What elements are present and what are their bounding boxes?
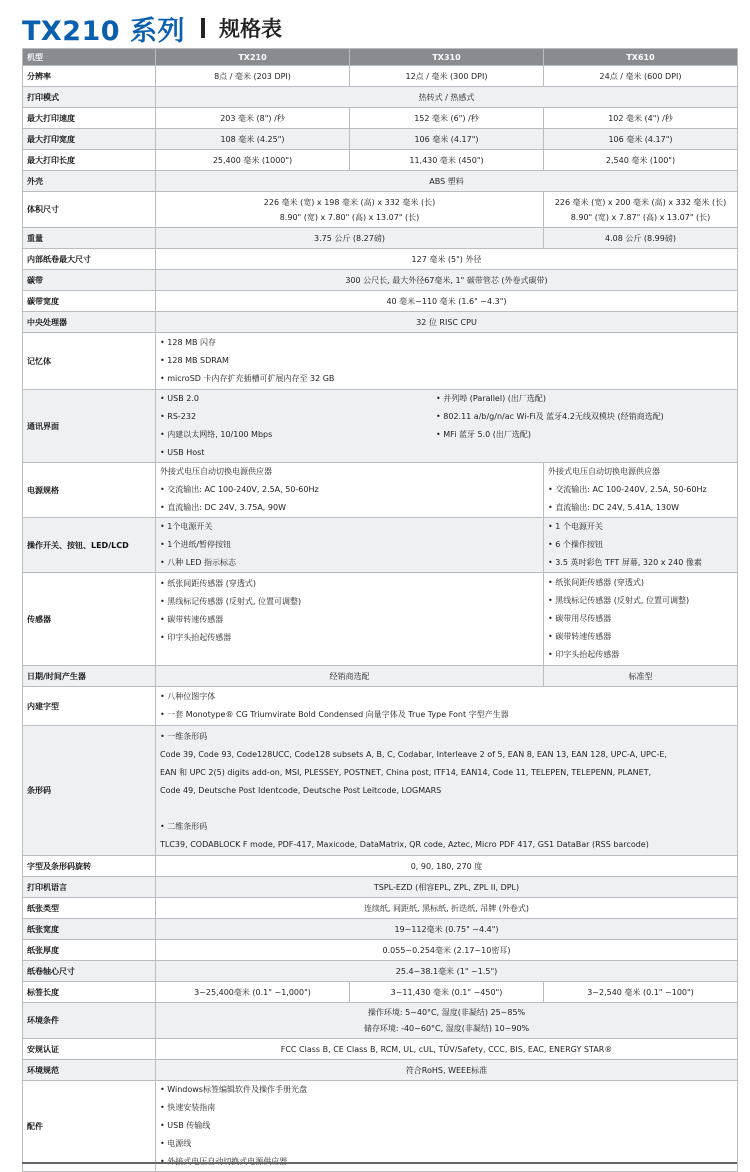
list-item: • microSD 卡内存扩充插槽可扩展内存至 32 GB <box>160 370 733 388</box>
storage-env: 储存环境: -40~60°C, 湿度(非凝结) 10~90% <box>363 1023 530 1033</box>
list-item: • 一套 Monotype® CG Triumvirate Bold Condensed 向量字体及 True Type Font 字型产生器 <box>160 706 733 724</box>
row-label: 通讯界面 <box>23 390 156 463</box>
row-label: 碳带宽度 <box>23 291 156 312</box>
cell-tx610: 2,540 毫米 (100") <box>544 150 738 171</box>
list-item: • 3.5 英吋彩色 TFT 屏幕, 320 x 240 像素 <box>548 554 733 572</box>
cell-value: 32 位 RISC CPU <box>156 312 738 333</box>
list-item: • 纸张间距传感器 (穿透式) <box>160 575 539 593</box>
cell-tx610: 4.08 公斤 (8.99磅) <box>544 228 738 249</box>
row-label: 中央处理器 <box>23 312 156 333</box>
cell-tx610 <box>544 573 738 666</box>
spec-table <box>22 48 738 1172</box>
row-cpu <box>23 312 738 333</box>
cell-tx210: 8点 / 毫米 (203 DPI) <box>156 66 350 87</box>
row-label: 重量 <box>23 228 156 249</box>
interface-left-list <box>160 390 436 462</box>
row-label: 外壳 <box>23 171 156 192</box>
cell-tx610 <box>544 518 738 573</box>
row-dimensions <box>23 192 738 228</box>
title-divider <box>201 18 205 38</box>
row-print-mode <box>23 87 738 108</box>
spec-sheet-subtitle: 规格表 <box>219 17 282 41</box>
list-item: TLC39, CODABLOCK F mode, PDF-417, Maxicode, DataMatrix, QR code, Aztec, Micro PDF 417, GS1 DataBar (RSS barcode) <box>160 839 649 849</box>
row-weight <box>23 228 738 249</box>
list-item: • 交流输出: AC 100-240V, 2.5A, 50-60Hz <box>548 485 707 494</box>
cell-value: 0.055~0.254毫米 (2.17~10密耳) <box>156 940 738 961</box>
row-memory <box>23 333 738 390</box>
row-label: 纸卷轴心尺寸 <box>23 961 156 982</box>
cell-value <box>156 687 738 726</box>
row-certifications <box>23 1039 738 1060</box>
row-label: 最大打印宽度 <box>23 129 156 150</box>
barcode-2d-title: • 二维条形码 <box>160 818 733 836</box>
row-label: 配件 <box>23 1081 156 1172</box>
list-item: • 128 MB SDRAM <box>160 352 733 370</box>
interface-right-list <box>436 390 664 462</box>
row-ribbon <box>23 270 738 291</box>
row-env-spec <box>23 1060 738 1081</box>
cell-value: 0, 90, 180, 270 度 <box>156 856 738 877</box>
row-label: 碳带 <box>23 270 156 291</box>
dimensions-imperial: 8.90" (宽) x 7.80" (高) x 13.07" (长) <box>279 212 420 222</box>
row-label: 内部纸卷最大尺寸 <box>23 249 156 270</box>
list-item: • 碳带转速传感器 <box>548 628 733 646</box>
cell-tx210-tx310 <box>156 192 544 228</box>
list-item: 外接式电压自动切换电源供应器 <box>160 467 272 476</box>
row-interface <box>23 390 738 463</box>
row-resolution <box>23 66 738 87</box>
list-item: • 八种 LED 指示标志 <box>160 554 539 572</box>
list-item: • 黑线标记传感器 (反射式, 位置可调整) <box>548 592 733 610</box>
list-item: • 直流输出: DC 24V, 3.75A, 90W <box>160 503 286 512</box>
cell-tx610: 106 毫米 (4.17") <box>544 129 738 150</box>
cell-tx310: 152 毫米 (6") /秒 <box>350 108 544 129</box>
row-roll-size <box>23 249 738 270</box>
cell-value: 40 毫米~110 毫米 (1.6" ~4.3") <box>156 291 738 312</box>
list-item: • 1 个电源开关 <box>548 518 733 536</box>
cell-value: 127 毫米 (5") 外径 <box>156 249 738 270</box>
cell-value: 19~112毫米 (0.75" ~4.4") <box>156 919 738 940</box>
cell-tx210-tx310: 经销商选配 <box>156 666 544 687</box>
list-item: • 八种位图字体 <box>160 688 733 706</box>
cell-tx210: 3~25,400毫米 (0.1" ~1,000") <box>156 982 350 1003</box>
list-item: • 印字头抬起传感器 <box>160 629 539 647</box>
row-label: 最大打印速度 <box>23 108 156 129</box>
list-item: • 交流输出: AC 100-240V, 2.5A, 50-60Hz <box>160 485 319 494</box>
row-environment <box>23 1003 738 1039</box>
list-item: Code 39, Code 93, Code128UCC, Code128 subsets A, B, C, Codabar, Interleave 2 of 5, EAN 8, EAN 13, EAN 128, UPC-A, UPC-E, <box>160 749 667 759</box>
cell-value <box>156 390 738 463</box>
barcode-1d-title: • 一维条形码 <box>160 728 733 746</box>
row-media-width <box>23 919 738 940</box>
row-barcodes <box>23 726 738 856</box>
row-label: 字型及条形码旋转 <box>23 856 156 877</box>
list-item: • 电源线 <box>160 1135 733 1153</box>
cell-value: FCC Class B, CE Class B, RCM, UL, cUL, TÜV/Safety, CCC, BIS, EAC, ENERGY STAR® <box>156 1039 738 1060</box>
cell-value <box>156 1003 738 1039</box>
header-tx310: TX310 <box>350 49 544 66</box>
row-label: 电源规格 <box>23 463 156 518</box>
cell-value <box>156 726 738 856</box>
cell-value: 300 公尺长, 最大外径67毫米, 1" 碳带管芯 (外卷式碳带) <box>156 270 738 291</box>
list-item: • 802.11 a/b/g/n/ac Wi-Fi及 蓝牙4.2无线双模块 (经销商选配) <box>436 408 664 426</box>
list-item: • 128 MB 闪存 <box>160 334 733 352</box>
cell-tx310: 3~11,430 毫米 (0.1" ~450") <box>350 982 544 1003</box>
row-core-size <box>23 961 738 982</box>
row-ribbon-width <box>23 291 738 312</box>
row-print-width <box>23 129 738 150</box>
row-accessories <box>23 1081 738 1172</box>
cell-value: 符合RoHS, WEEE标准 <box>156 1060 738 1081</box>
row-label: 最大打印长度 <box>23 150 156 171</box>
list-item: • 并列埠 (Parallel) (出厂选配) <box>436 390 664 408</box>
bottom-divider <box>22 1162 737 1164</box>
row-power <box>23 463 738 518</box>
row-label: 纸张厚度 <box>23 940 156 961</box>
header-label: 机型 <box>23 49 156 66</box>
row-print-length <box>23 150 738 171</box>
list-item: • 1个电源开关 <box>160 518 539 536</box>
list-item: • 快速安装指南 <box>160 1099 733 1117</box>
cell-tx610: 3~2,540 毫米 (0.1" ~100") <box>544 982 738 1003</box>
cell-value <box>156 1081 738 1172</box>
header-tx210: TX210 <box>156 49 350 66</box>
row-media-type <box>23 898 738 919</box>
list-item: • 内建以太网络, 10/100 Mbps <box>160 426 436 444</box>
table-header-row <box>23 49 738 66</box>
row-rotation <box>23 856 738 877</box>
cell-tx610: 24点 / 毫米 (600 DPI) <box>544 66 738 87</box>
list-item: • 印字头抬起传感器 <box>548 646 733 664</box>
row-label: 打印模式 <box>23 87 156 108</box>
cell-value: ABS 塑料 <box>156 171 738 192</box>
cell-tx610 <box>544 463 738 518</box>
row-housing <box>23 171 738 192</box>
list-item: • USB 2.0 <box>160 390 436 408</box>
row-label: 分辨率 <box>23 66 156 87</box>
row-label: 传感器 <box>23 573 156 666</box>
row-label: 体积尺寸 <box>23 192 156 228</box>
row-label: 条形码 <box>23 726 156 856</box>
list-item: Code 49, Deutsche Post Identcode, Deutsche Post Leitcode, LOGMARS <box>160 785 442 795</box>
list-item: • RS-232 <box>160 408 436 426</box>
list-item: 外接式电压自动切换电源供应器 <box>548 467 660 476</box>
list-item: • 碳带转速传感器 <box>160 611 539 629</box>
cell-tx310: 11,430 毫米 (450") <box>350 150 544 171</box>
cell-value: 热转式 / 热感式 <box>156 87 738 108</box>
list-item: • 直流输出: DC 24V, 5.41A, 130W <box>548 503 680 512</box>
cell-tx210-tx310 <box>156 518 544 573</box>
row-label: 操作开关、按钮、LED/LCD <box>23 518 156 573</box>
dimensions-metric: 226 毫米 (宽) x 198 毫米 (高) x 332 毫米 (长) <box>263 197 436 207</box>
dimensions-imperial: 8.90" (宽) x 7.87" (高) x 13.07" (长) <box>570 212 711 222</box>
list-item: • 碳带用尽传感器 <box>548 610 733 628</box>
cell-value: TSPL-EZD (相容EPL, ZPL, ZPL II, DPL) <box>156 877 738 898</box>
row-label: 纸张类型 <box>23 898 156 919</box>
list-item: • USB 传输线 <box>160 1117 733 1135</box>
row-label: 内建字型 <box>23 687 156 726</box>
cell-tx610 <box>544 192 738 228</box>
list-item: • 1个进纸/暂停按钮 <box>160 536 539 554</box>
row-label-length <box>23 982 738 1003</box>
spacer <box>160 800 733 818</box>
list-item: EAN 和 UPC 2(5) digits add-on, MSI, PLESSEY, POSTNET, China post, ITF14, EAN14, Code 11, TELEPEN, TELEPENN, PLANET, <box>160 767 652 777</box>
cell-tx610: 102 毫米 (4") /秒 <box>544 108 738 129</box>
row-label: 环境条件 <box>23 1003 156 1039</box>
row-label: 打印机语言 <box>23 877 156 898</box>
row-label: 纸张宽度 <box>23 919 156 940</box>
document-title <box>22 10 282 46</box>
row-label: 环境规范 <box>23 1060 156 1081</box>
row-controls <box>23 518 738 573</box>
list-item: • USB Host <box>160 444 436 462</box>
cell-tx210-tx310: 3.75 公斤 (8.27磅) <box>156 228 544 249</box>
cell-tx210-tx310 <box>156 573 544 666</box>
row-rtc <box>23 666 738 687</box>
cell-tx610: 标准型 <box>544 666 738 687</box>
cell-value <box>156 333 738 390</box>
row-label: 标签长度 <box>23 982 156 1003</box>
cell-tx210: 108 毫米 (4.25") <box>156 129 350 150</box>
row-label: 安规认证 <box>23 1039 156 1060</box>
list-item: • MFi 蓝牙 5.0 (出厂选配) <box>436 426 664 444</box>
header-tx610: TX610 <box>544 49 738 66</box>
model-series-title: TX210 系列 <box>22 15 185 47</box>
dimensions-metric: 226 毫米 (宽) x 200 毫米 (高) x 332 毫米 (长) <box>554 197 727 207</box>
cell-tx310: 12点 / 毫米 (300 DPI) <box>350 66 544 87</box>
list-item: • 6 个操作按钮 <box>548 536 733 554</box>
operating-env: 操作环境: 5~40°C, 湿度(非凝结) 25~85% <box>367 1007 526 1017</box>
row-label: 记忆体 <box>23 333 156 390</box>
cell-tx210: 203 毫米 (8") /秒 <box>156 108 350 129</box>
row-fonts <box>23 687 738 726</box>
cell-value: 25.4~38.1毫米 (1" ~1.5") <box>156 961 738 982</box>
list-item: • 黑线标记传感器 (反射式, 位置可调整) <box>160 593 539 611</box>
row-media-thickness <box>23 940 738 961</box>
cell-value: 连续纸, 间距纸, 黑标纸, 折迭纸, 吊牌 (外卷式) <box>156 898 738 919</box>
list-item: • Windows标签编辑软件及操作手册光盘 <box>160 1081 733 1099</box>
cell-tx310: 106 毫米 (4.17") <box>350 129 544 150</box>
row-label: 日期/时间产生器 <box>23 666 156 687</box>
list-item: • 纸张间距传感器 (穿透式) <box>548 574 733 592</box>
row-print-speed <box>23 108 738 129</box>
cell-tx210: 25,400 毫米 (1000") <box>156 150 350 171</box>
cell-tx210-tx310 <box>156 463 544 518</box>
row-language <box>23 877 738 898</box>
row-sensors <box>23 573 738 666</box>
